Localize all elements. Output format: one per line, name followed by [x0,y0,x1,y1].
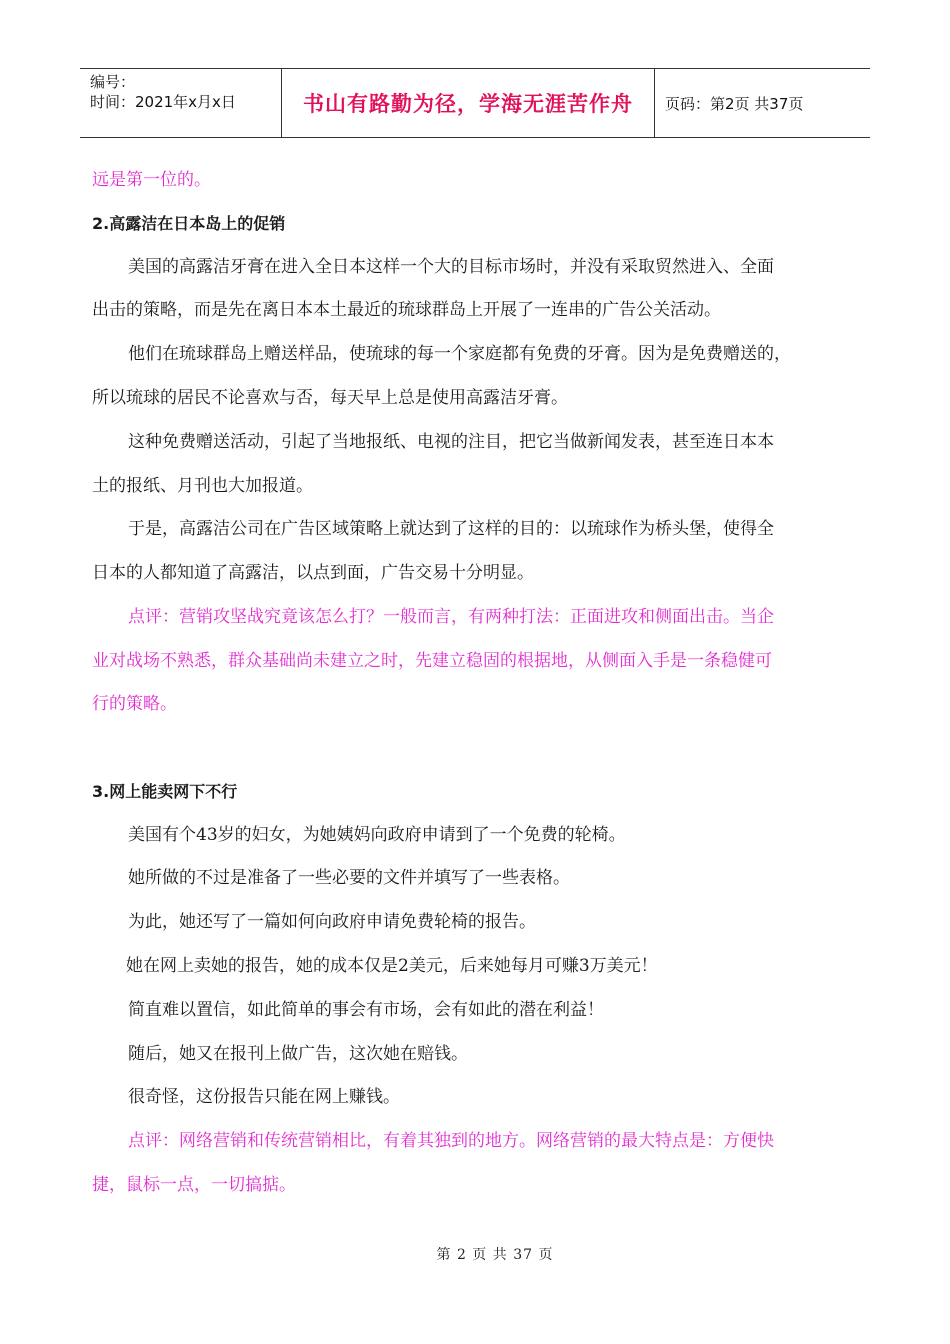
text-line: 她在网上卖她的报告，她的成本仅是2美元，后来她每月可赚3万美元！ [126,956,658,976]
text-line: 土的报纸、月刊也大加报道。 [92,476,313,496]
text-line: 他们在琉球群岛上赠送样品，使琉球的每一个家庭都有免费的牙膏。因为是免费赠送的， [128,344,791,364]
header-meta [80,69,282,137]
text-line: 于是，高露洁公司在广告区域策略上就达到了这样的目的：以琉球作为桥头堡，使得全 [128,519,774,539]
comment-line: 点评：营销攻坚战究竟该怎么打？一般而言，有两种打法：正面进攻和侧面出击。当企 [128,607,774,627]
text-line: 所以琉球的居民不论喜欢与否，每天早上总是使用高露洁牙膏。 [92,388,568,408]
comment-line: 行的策略。 [92,694,177,714]
date-line: 时间：2021年x月x日 [90,93,236,111]
comment-line: 点评：网络营销和传统营销相比，有着其独到的地方。网络营销的最大特点是：方便快 [128,1131,774,1151]
text-line: 日本的人都知道了高露洁，以点到面，广告交易十分明显。 [92,563,534,583]
header-table [80,68,870,138]
number-label: 编号： [90,73,136,91]
text-line: 随后，她又在报刊上做广告，这次她在赔钱。 [128,1044,468,1064]
text-line: 为此，她还写了一篇如何向政府申请免费轮椅的报告。 [128,912,536,932]
text-line: 简直难以置信，如此简单的事会有市场，会有如此的潜在利益！ [128,1000,604,1020]
comment-line: 捷，鼠标一点，一切搞掂。 [92,1175,296,1195]
text-line: 出击的策略，而是先在离日本本土最近的琉球群岛上开展了一连串的广告公关活动。 [92,300,721,320]
comment-line: 业对战场不熟悉，群众基础尚未建立之时，先建立稳固的根据地，从侧面入手是一条稳健可 [92,651,772,671]
text-line: 美国有个43岁的妇女，为她姨妈向政府申请到了一个免费的轮椅。 [128,825,626,845]
text-line: 远是第一位的。 [92,170,211,190]
page-footer: 第 2 页 共 37 页 [436,1247,554,1263]
section-heading: 3.网上能卖网下不行 [92,782,238,801]
header-motto: 书山有路勤为径，学海无涯苦作舟 [282,69,655,137]
header-page-info: 页码：第2页 共37页 [665,94,804,113]
text-line: 美国的高露洁牙膏在进入全日本这样一个大的目标市场时，并没有采取贸然进入、全面 [128,257,774,277]
section-heading: 2.高露洁在日本岛上的促销 [92,214,286,233]
text-line: 她所做的不过是准备了一些必要的文件并填写了一些表格。 [128,868,570,888]
text-line: 很奇怪，这份报告只能在网上赚钱。 [128,1087,400,1107]
text-line: 这种免费赠送活动，引起了当地报纸、电视的注目，把它当做新闻发表，甚至连日本本 [128,432,774,452]
